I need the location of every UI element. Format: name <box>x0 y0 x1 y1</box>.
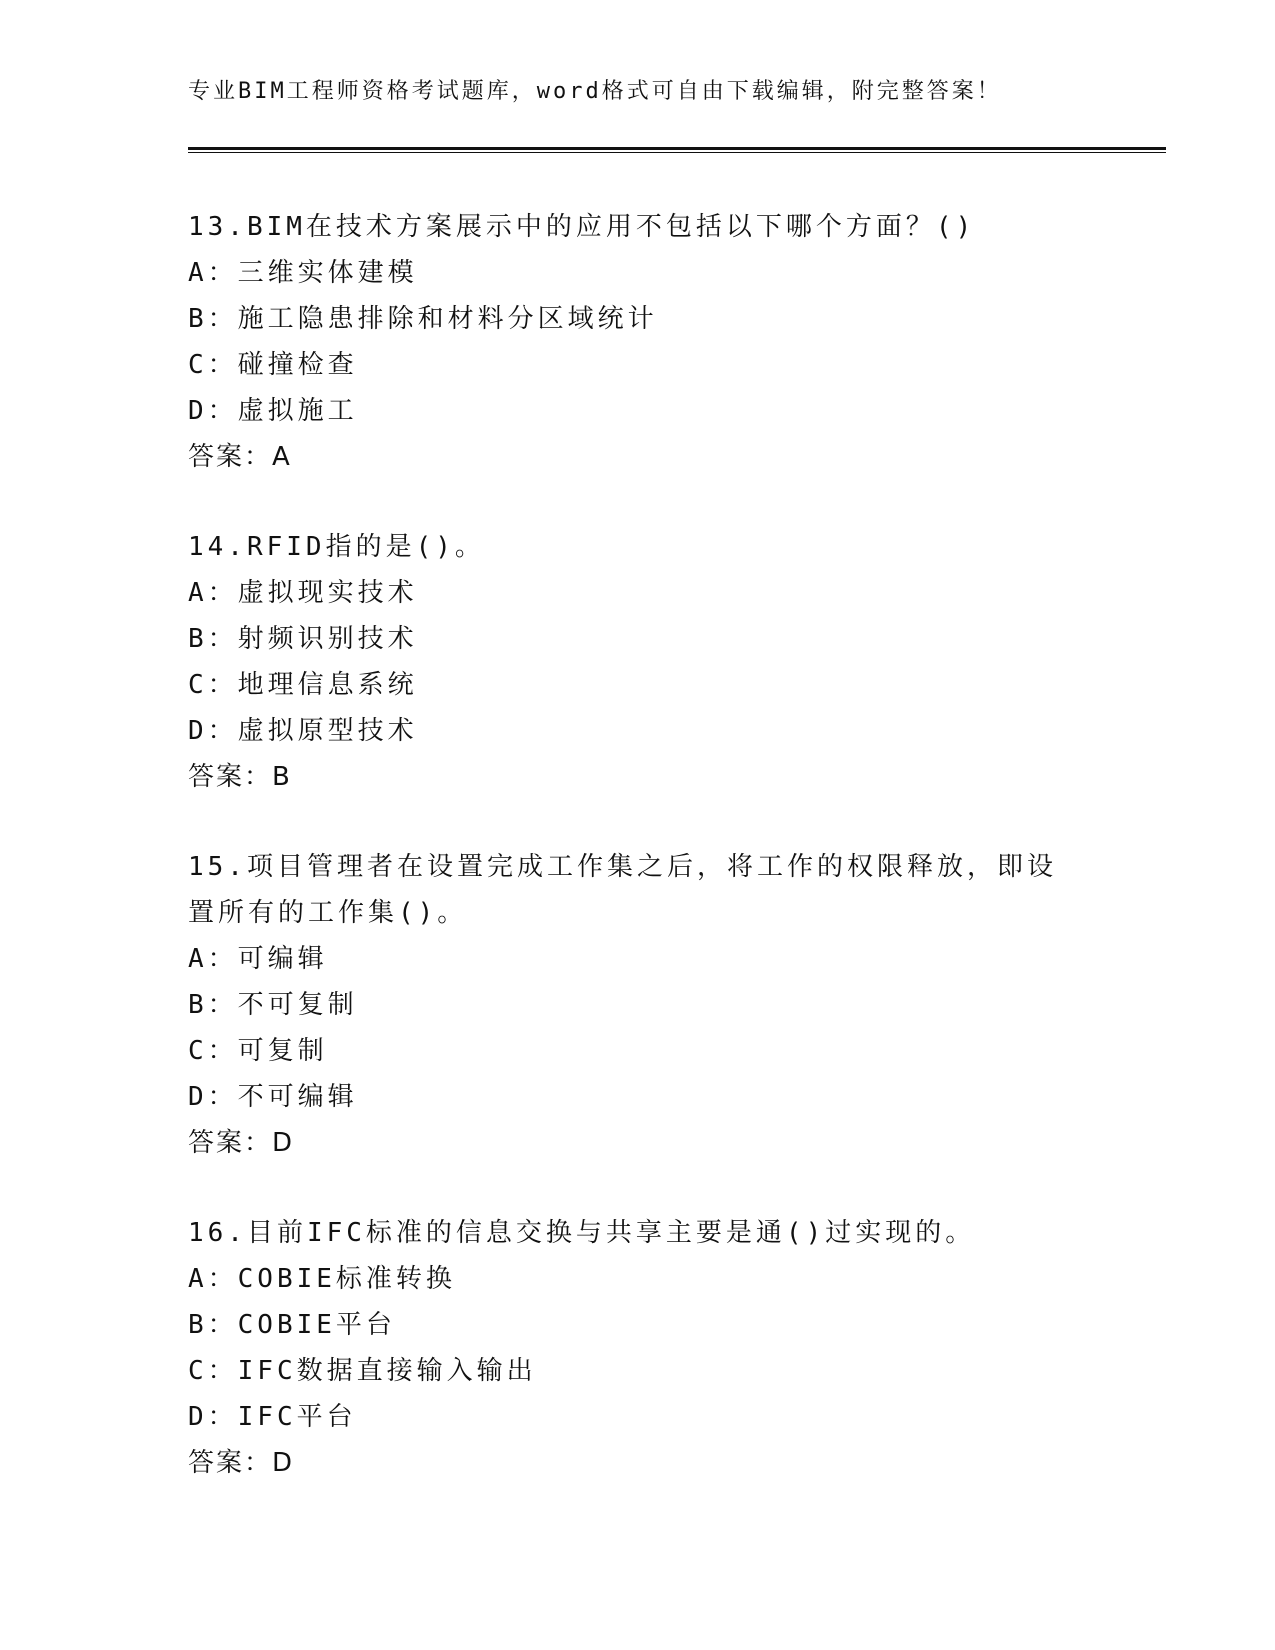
option-a: A：三维实体建模 <box>188 258 418 288</box>
option-c: C：IFC数据直接输入输出 <box>188 1356 537 1386</box>
option-a: A：COBIE标准转换 <box>188 1264 456 1294</box>
option-d: D：IFC平台 <box>188 1402 357 1432</box>
answer-line: 答案：D <box>188 1448 295 1478</box>
option-a: A：可编辑 <box>188 944 328 974</box>
option-b: B：不可复制 <box>188 990 358 1020</box>
option-a: A：虚拟现实技术 <box>188 578 418 608</box>
question-stem: 16.目前IFC标准的信息交换与共享主要是通()过实现的。 <box>188 1218 976 1248</box>
question-stem: 15.项目管理者在设置完成工作集之后，将工作的权限释放，即设置所有的工作集()。 <box>188 852 1057 928</box>
option-c: C：可复制 <box>188 1036 328 1066</box>
option-d: D：虚拟施工 <box>188 396 358 426</box>
answer-line: 答案：B <box>188 762 292 792</box>
option-b: B：施工隐患排除和材料分区域统计 <box>188 304 658 334</box>
header-divider <box>188 147 1166 153</box>
question-15 <box>188 844 1088 1166</box>
option-b: B：射频识别技术 <box>188 624 418 654</box>
answer-line: 答案：A <box>188 442 292 472</box>
page-header-title: 专业BIM工程师资格考试题库，word格式可自由下载编辑，附完整答案！ <box>188 79 1002 104</box>
question-16 <box>188 1210 1088 1486</box>
option-b: B：COBIE平台 <box>188 1310 396 1340</box>
question-14 <box>188 524 1088 800</box>
question-stem: 13.BIM在技术方案展示中的应用不包括以下哪个方面？() <box>188 212 976 242</box>
question-13 <box>188 204 1088 480</box>
option-c: C：碰撞检查 <box>188 350 358 380</box>
answer-line: 答案：D <box>188 1128 295 1158</box>
question-stem: 14.RFID指的是()。 <box>188 532 485 562</box>
option-d: D：虚拟原型技术 <box>188 716 418 746</box>
option-d: D：不可编辑 <box>188 1082 358 1112</box>
question-list <box>188 204 1088 1530</box>
option-c: C：地理信息系统 <box>188 670 418 700</box>
